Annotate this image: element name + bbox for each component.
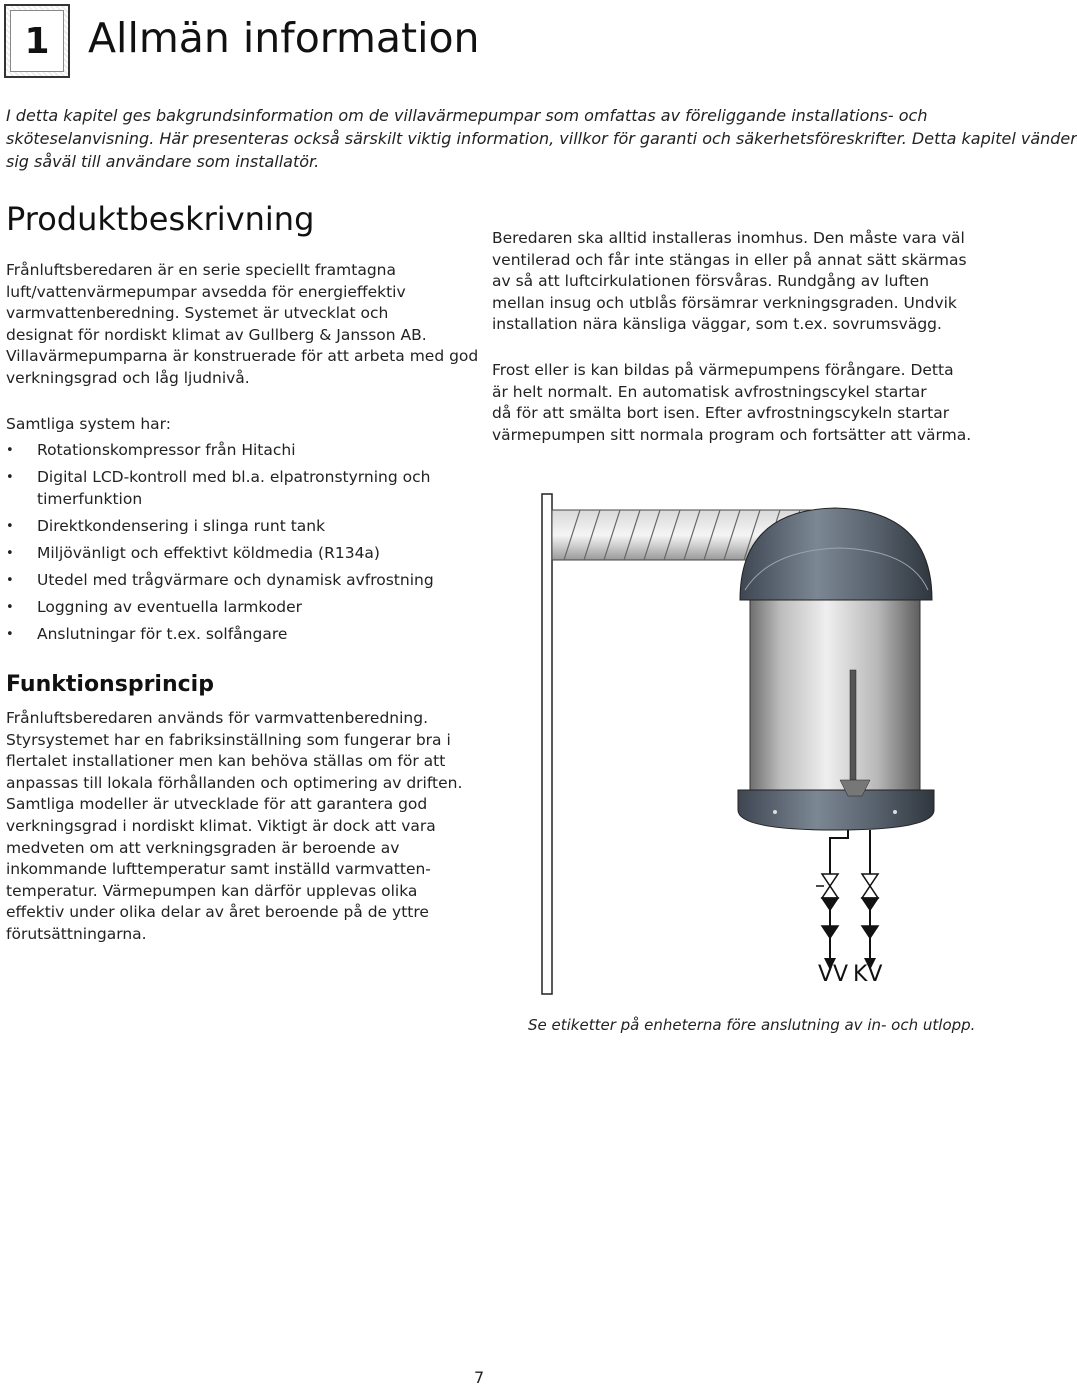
heatpump-illustration xyxy=(540,490,960,1000)
intro-paragraph xyxy=(6,104,1077,173)
para-line: Frost eller is kan bildas på värmepumpens förångare. Detta xyxy=(492,361,954,379)
funktionsprincip-paragraph xyxy=(6,708,476,946)
valves-kv xyxy=(862,874,878,938)
samtliga-label xyxy=(6,414,171,436)
chapter-title: Allmän information xyxy=(88,14,480,62)
list-item xyxy=(6,624,476,646)
para-line: Styrsystemet har en fabriksinställning som fungerar bra i xyxy=(6,730,451,749)
para-line: medveten om att verkningsgraden är beroende av xyxy=(6,838,400,857)
para-line: inkommande lufttemperatur samt inställd varmvatten- xyxy=(6,860,431,879)
para-line: är helt normalt. En automatisk avfrostningscykel startar xyxy=(492,382,927,401)
intro-line: sköteselanvisning. Här presenteras också särskilt viktig information, villkor för garanti och säkerhetsföreskrifter. Detta kapitel vänder xyxy=(6,129,1077,148)
para-line: av så att luftcirkulationen försvåras. Rundgång av luften xyxy=(492,272,930,291)
list-item-text: • Loggning av eventuella larmkoder xyxy=(37,597,303,616)
para-line: varmvattenberedning. Systemet är utvecklat och xyxy=(6,304,389,323)
installation-paragraph xyxy=(492,228,967,336)
list-item-text: • Anslutningar för t.ex. solfångare xyxy=(37,624,288,643)
list-item-text: • Utedel med trågvärmare och dynamisk avfrostning xyxy=(37,570,434,589)
para-line: effektiv under olika delar av året beroende på de yttre xyxy=(6,903,429,922)
para-line: anpassas till lokala förhållanden och optimering av driften. xyxy=(6,773,463,792)
para-line: Beredaren ska alltid installeras inomhus. Den måste vara väl xyxy=(492,229,965,247)
para-line: ventilerad och får inte stängas in eller på annat sätt skärmas xyxy=(492,250,967,269)
list-item xyxy=(6,597,476,619)
para-line: förutsättningarna. xyxy=(6,924,147,943)
para-line: Villavärmepumparna är konstruerade för att arbeta med god xyxy=(6,347,479,366)
frost-paragraph xyxy=(492,360,972,446)
label-vv: VV xyxy=(818,962,849,987)
para-line: temperatur. Värmepumpen kan därför upplevas olika xyxy=(6,881,418,900)
valves-vv xyxy=(816,874,838,938)
para-line: installation nära känsliga väggar, som t.ex. sovrumsvägg. xyxy=(492,315,942,334)
list-item xyxy=(6,440,476,462)
para-line: verkningsgrad och låg ljudnivå. xyxy=(6,368,250,387)
para-line: Frånluftsberedaren används för varmvattenberedning. xyxy=(6,709,429,727)
list-item xyxy=(6,467,476,510)
intro-line: sig såväl till användare som installatör. xyxy=(6,152,320,171)
chapter-number-box xyxy=(4,4,70,78)
chapter-number: 1 xyxy=(10,10,64,72)
list-item xyxy=(6,543,476,565)
para-line: verkningsgrad i nordiskt klimat. Viktigt är dock att vara xyxy=(6,816,436,835)
para-line: Frånluftsberedaren är en serie speciellt framtagna xyxy=(6,261,396,279)
tank-bottom xyxy=(738,790,934,830)
wall xyxy=(542,494,552,994)
section-heading-produktbeskrivning: Produktbeskrivning xyxy=(6,200,315,238)
figure-caption: Se etiketter på enheterna före anslutning av in- och utlopp. xyxy=(528,1016,976,1034)
samtliga-text: Samtliga system har: xyxy=(6,415,171,433)
page-number: 7 xyxy=(474,1368,485,1387)
intro-line: I detta kapitel ges bakgrundsinformation om de villavärmepumpar som omfattas av föreliggande installations- och xyxy=(6,106,928,125)
produktbeskrivning-paragraph xyxy=(6,260,479,390)
para-line: Samtliga modeller är utvecklade för att garantera god xyxy=(6,795,428,814)
para-line: mellan insug och utblås försämrar verkningsgraden. Undvik xyxy=(492,293,957,312)
list-item xyxy=(6,516,476,538)
para-line: luft/vattenvärmepumpar avsedda för energieffektiv xyxy=(6,282,406,301)
list-item-text: • Direktkondensering i slinga runt tank xyxy=(37,516,326,535)
list-item-text: timerfunktion xyxy=(37,489,143,508)
section-heading-funktionsprincip: Funktionsprincip xyxy=(6,672,214,697)
para-line: värmepumpen sitt normala program och fortsätter att värma. xyxy=(492,425,972,444)
para-line: då för att smälta bort isen. Efter avfrostningscykeln startar xyxy=(492,404,950,423)
para-line: designat för nordiskt klimat av Gullberg & Jansson AB. xyxy=(6,325,427,344)
list-item-text: • Rotationskompressor från Hitachi xyxy=(37,441,296,459)
label-kv: KV xyxy=(853,962,883,987)
list-item xyxy=(6,570,476,592)
list-item-text: • Digital LCD-kontroll med bl.a. elpatronstyrning och xyxy=(37,467,431,486)
list-item-text: • Miljövänligt och effektivt köldmedia (R134a) xyxy=(37,543,380,562)
feature-list xyxy=(6,440,476,650)
para-line: flertalet installationer men kan behöva ställas om för att xyxy=(6,752,446,771)
